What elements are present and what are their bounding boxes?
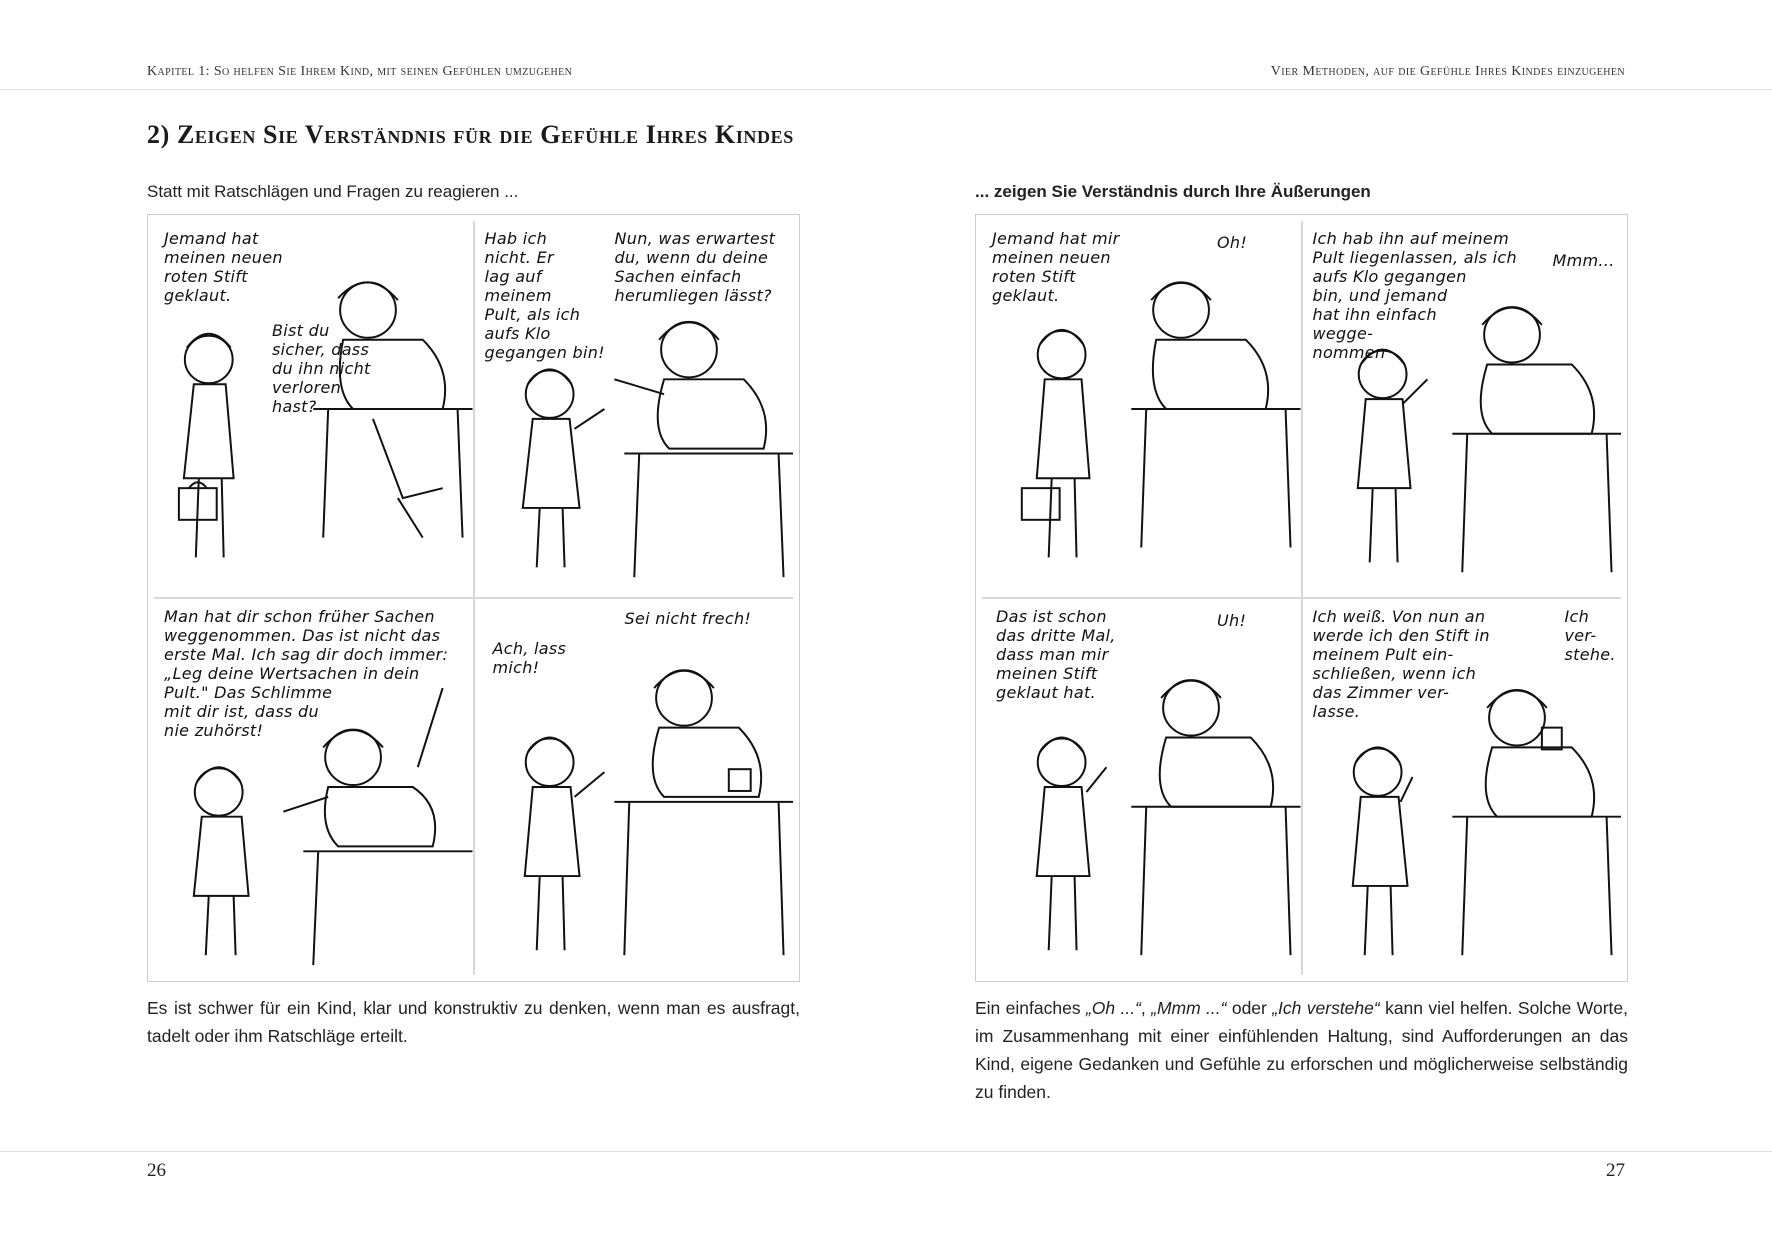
quote-ich-verstehe: „Ich verstehe“ [1272,998,1380,1018]
section-title: 2) Zeigen Sie Verständnis für die Gefühle Ihres Kindes [147,120,794,149]
speech-bubble: Das ist schon das dritte Mal, dass man mir meinen Stift geklaut hat. [996,607,1116,702]
speech-bubble: Jemand hat meinen neuen roten Stift geklaut. [164,229,283,305]
speech-bubble: Hab ich nicht. Er lag auf meinem Pult, als ich aufs Klo gegangen bin! [484,229,605,362]
page-number-left: 26 [147,1160,166,1181]
speech-bubble: Ich weiß. Von nun an werde ich den Stift in meinem Pult ein- schließen, wenn ich das Zimmer ver- lasse. [1312,607,1490,721]
comic-panel [1303,221,1622,597]
comic-panel [475,599,794,975]
comic-panel [982,221,1301,597]
body-text-segment: oder [1226,998,1273,1018]
comic-panel [154,599,473,975]
body-text-left: Es ist schwer für ein Kind, klar und konstruktiv zu denken, wenn man es ausfragt, tadelt oder ihm Ratschläge erteilt. [147,998,800,1046]
speech-bubble: Ich hab ihn auf meinem Pult liegenlassen, als ich aufs Klo gegangen bin, und jemand hat ihn einfach wegge- nommen [1312,229,1517,362]
speech-bubble: Bist du sicher, dass du ihn nicht verloren hast? [272,321,371,416]
body-text-segment: , [1140,998,1152,1018]
speech-bubble: Mmm... [1552,251,1615,270]
quote-oh: „Oh ...“ [1085,998,1141,1018]
body-text-segment: Ein einfaches [975,998,1086,1018]
body-text-segment: kann viel helfen. Solche Worte, im Zusammenhang mit einer einfühlenden Haltung, sind Aufforderungen an das Kind, eigene Gedanken und Gefühle zu erforschen und möglicherweise selbständig zu finden. [975,998,1628,1102]
comic-panel [982,599,1301,975]
footer-rule [0,1151,1772,1152]
comic-strip-left [147,214,800,982]
comic-strip-right [975,214,1628,982]
speech-bubble: Ach, lass mich! [492,639,567,677]
speech-bubble: Ich ver- stehe. [1564,607,1616,664]
speech-bubble: Jemand hat mir meinen neuen roten Stift geklaut. [992,229,1120,305]
speech-bubble: Nun, was erwartest du, wenn du deine Sachen einfach herumliegen lässt? [614,229,776,305]
right-caption: ... zeigen Sie Verständnis durch Ihre Äußerungen [975,182,1371,201]
page-number-right: 27 [1606,1160,1625,1181]
comic-panel [154,221,473,597]
left-caption: Statt mit Ratschlägen und Fragen zu reagieren ... [147,182,519,201]
body-text-right [975,994,1628,1106]
running-head-right: Vier Methoden, auf die Gefühle Ihres Kindes einzugehen [1270,64,1625,79]
header-rule [0,89,1772,90]
speech-bubble: Oh! [1217,233,1248,252]
comic-panel [475,221,794,597]
comic-panel [1303,599,1622,975]
running-head-left: Kapitel 1: So helfen Sie Ihrem Kind, mit seinen Gefühlen umzugehen [147,64,573,79]
speech-bubble: Uh! [1217,611,1247,630]
speech-bubble: Man hat dir schon früher Sachen weggenommen. Das ist nicht das erste Mal. Ich sag dir doch immer: „Leg deine Wertsachen in dein Pult." Das Schlimme mit dir ist, dass du nie zuhörst! [164,607,449,740]
speech-bubble: Sei nicht frech! [624,609,752,628]
quote-mmm: „Mmm ...“ [1151,998,1227,1018]
